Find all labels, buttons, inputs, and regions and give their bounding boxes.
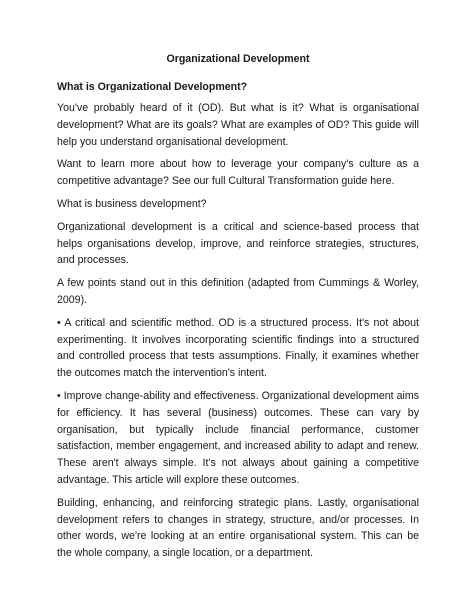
bullet-scientific-method: • A critical and scientific method. OD is a structured process. It's not about experimenting. It involves incorporating scientific findings into a structured and controlled process that tests assumptions. Finally, it examines whether the outcomes match the intervention's intent. bbox=[57, 316, 419, 380]
paragraph-business-question: What is business development? bbox=[57, 197, 207, 210]
document-title: Organizational Development bbox=[166, 53, 310, 65]
paragraph-points-intro: A few points stand out in this definition (adapted from Cummings & Worley, 2009). bbox=[57, 277, 419, 306]
document-page bbox=[57, 52, 419, 568]
paragraph-definition: Organizational development is a critical and science-based process that helps organisations develop, improve, and reinforce strategies, structures, and processes. bbox=[57, 220, 419, 267]
bullet-effectiveness: • Improve change-ability and effectiveness. Organizational development aims for efficiency. It has several (business) outcomes. These can vary by organisation, but typically include financial performance, customer satisfaction, member engagement, and increased ability to adapt and renew. These aren't always simple. It's not always about gaining a competitive advantage. This article will explore these outcomes. bbox=[57, 389, 419, 486]
paragraph-culture-guide: Want to learn more about how to leverage your company's culture as a competitive advantage? See our full Cultural Transformation guide here. bbox=[57, 158, 419, 188]
paragraph-intro: You've probably heard of it (OD). But what is it? What is organisational development? What are its goals? What are examples of OD? This guide will help you understand organisational development. bbox=[57, 102, 419, 148]
section-heading: What is Organizational Development? bbox=[57, 81, 248, 93]
paragraph-strategic-plans: Building, enhancing, and reinforcing strategic plans. Lastly, organisational development refers to changes in strategy, structure, and/or processes. In other words, we're looking at an entire organisational system. This can be the whole company, a single location, or a department. bbox=[57, 496, 419, 560]
